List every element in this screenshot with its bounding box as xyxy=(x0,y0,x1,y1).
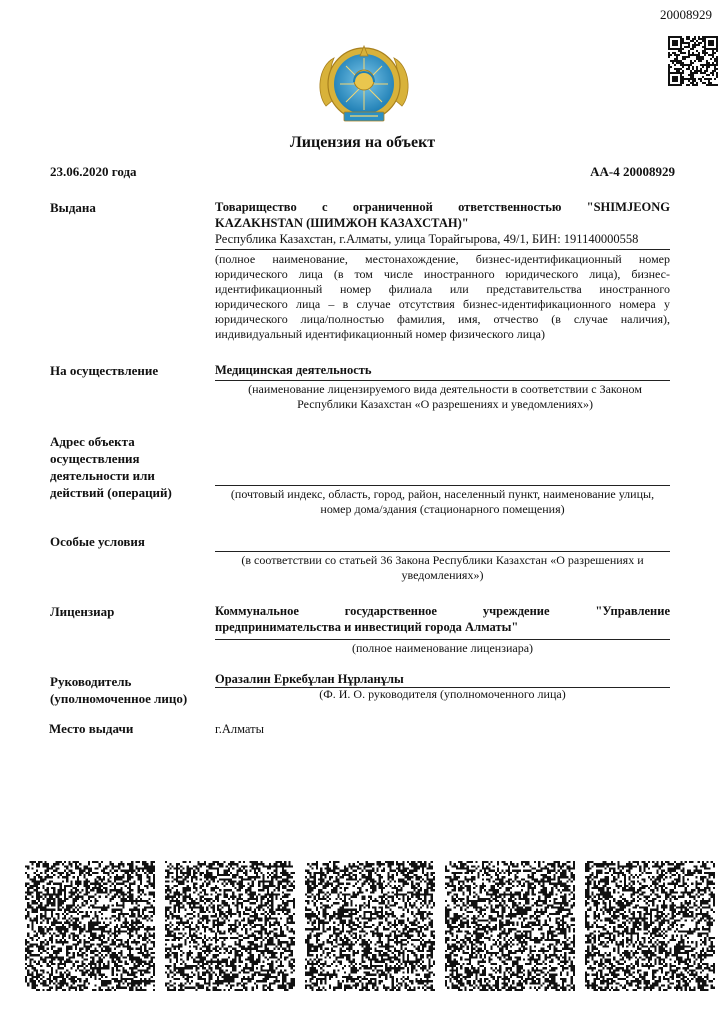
barcode-icon xyxy=(585,860,715,992)
licensee-name-line1: Товарищество с ограниченной ответственностью "SHIMJEONG xyxy=(215,200,670,214)
issue-date: 23.06.2020 года xyxy=(50,164,137,179)
head-label-line: Руководитель xyxy=(50,674,132,689)
licensor-hint: (полное наименование лицензиара) xyxy=(351,641,534,655)
barcode-strip xyxy=(25,860,715,992)
address-label-line: деятельности или xyxy=(50,468,155,483)
head-name: Оразалин Еркебұлан Нұрланұлы xyxy=(215,672,404,686)
document-number: 20008929 xyxy=(660,7,712,22)
activity-label: На осуществление xyxy=(50,363,159,378)
divider xyxy=(215,639,670,640)
licensee-hint: (полное наименование, местонахождение, бизнес-идентификационный номер юридического лица (в том числе иностранного юридического лица), бизнес-идентификационный номер филиала или представительства иностранного юридического лица – в случае отсутствия бизнес-идентификационного номера у юридического лица/полностью фамилия, имя, отчество (в случае наличия), индивидуальный идентификационный номер физического лица) xyxy=(215,252,670,341)
issued-label: Выдана xyxy=(50,200,96,215)
head-hint: (Ф. И. О. руководителя (уполномоченного лица) xyxy=(319,687,566,701)
address-hint: (почтовый индекс, область, город, район, населенный пункт, наименование улицы, номер дома/здания (стационарного помещения) xyxy=(230,487,655,516)
licensor-name-line2: предпринимательства и инвестиций города Алматы" xyxy=(215,620,519,634)
barcode-icon xyxy=(25,860,155,992)
address-label-line: действий (операций) xyxy=(50,485,172,500)
place-label: Место выдачи xyxy=(49,721,134,736)
conditions-hint: (в соответствии со статьей 36 Закона Республики Казахстан «О разрешениях и уведомлениях») xyxy=(241,553,644,582)
address-label-line: осуществления xyxy=(50,451,140,466)
registration-number: АА-4 20008929 xyxy=(590,164,675,179)
qr-code-icon xyxy=(668,36,718,86)
divider xyxy=(215,551,670,552)
licensee-name-line2: KAZAKHSTAN (ШИМЖОН КАЗАХСТАН)" xyxy=(215,216,469,230)
barcode-icon xyxy=(445,860,575,992)
address-label xyxy=(50,433,200,501)
conditions-label: Особые условия xyxy=(50,534,145,549)
head-label xyxy=(50,673,200,707)
activity-hint: (наименование лицензируемого вида деятельности в соответствии с Законом Республики Казахстан «О разрешениях и уведомлениях») xyxy=(248,382,642,411)
licensor-label: Лицензиар xyxy=(50,604,115,619)
divider xyxy=(215,485,670,486)
divider xyxy=(215,249,670,250)
activity-value: Медицинская деятельность xyxy=(215,363,372,377)
page-title: Лицензия на объект xyxy=(289,134,436,151)
barcode-icon xyxy=(305,860,435,992)
licensee-address: Республика Казахстан, г.Алматы, улица Торайгырова, 49/1, БИН: 191140000558 xyxy=(215,232,639,246)
address-label-line: Адрес объекта xyxy=(50,434,135,449)
barcode-icon xyxy=(165,860,295,992)
head-label-line: (уполномоченное лицо) xyxy=(50,691,188,706)
kazakhstan-state-emblem-icon xyxy=(314,36,414,131)
licensor-name-line1: Коммунальное государственное учреждение "Управление xyxy=(215,604,670,618)
divider xyxy=(215,380,670,381)
place-value: г.Алматы xyxy=(215,722,265,736)
